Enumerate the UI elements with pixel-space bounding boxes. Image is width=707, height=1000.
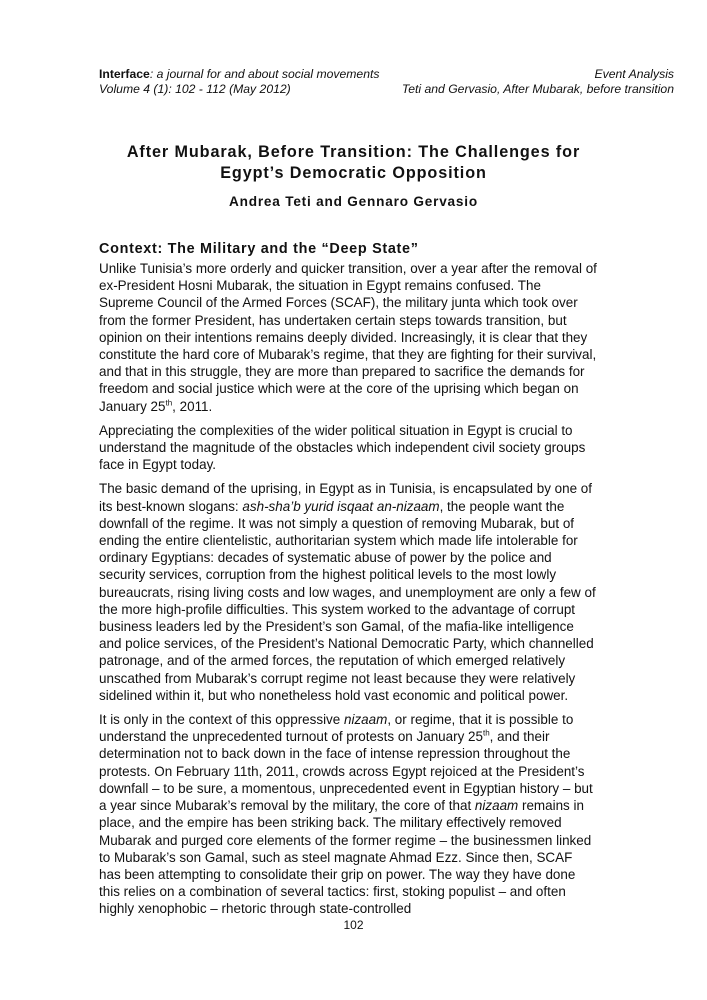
p4-text-a: It is only in the context of this oppressive (99, 712, 344, 728)
paragraph-1 (99, 260, 597, 415)
article-authors: Andrea Teti and Gennaro Gervasio (229, 194, 478, 209)
p4-superscript: th (483, 728, 490, 738)
p1-superscript: th (165, 398, 173, 408)
p1-text-end: , 2011. (172, 398, 213, 414)
p4-text-b: , or regime, that it is possible to understand the unprecedented turnout of protests on January 25 (99, 712, 574, 745)
page-number: 102 (343, 918, 364, 932)
paragraph-2: Appreciating the complexities of the wider political situation in Egypt is crucial to understand the magnitude of the obstacles which independent civil society groups face in Egypt today. (99, 422, 586, 473)
title-line-2: Egypt’s Democratic Opposition (220, 164, 487, 182)
section-label: Event Analysis (594, 67, 674, 81)
nizaam-italic-1: nizaam (344, 712, 388, 728)
paragraph-4 (99, 711, 597, 917)
running-header (99, 67, 674, 97)
p3-text-end: , the people want the downfall of the regime. It was not simply a question of removing Mubarak, but of ending the entire clientelistic, authoritarian system which made life intolerable for ordinary Egyptians: decades of systematic abuse of power by the police and security services, corruption from the highest political levels to the most lowly bureaucrats, rising living costs and low wages, and unemployment are only a few of the more high-profile difficulties. This system worked to the advantage of corrupt business leaders led by the President’s son Gamal, of the mafia-like intelligence and police services, of the President’s National Democratic Party, which channelled patronage, and of the armed forces, the reputation of which emerged relatively unscathed from Mubarak’s corrupt regime not least because they were relatively sidelined within it, but who nonetheless hold vast economic and political power. (99, 498, 596, 703)
volume-info: Volume 4 (1): 102 - 112 (May 2012) (99, 82, 291, 96)
journal-subtitle: : a journal for and about social movements (149, 67, 380, 81)
section-heading: Context: The Military and the “Deep State” (99, 241, 419, 257)
header-row-2 (99, 82, 674, 97)
journal-citation (99, 67, 379, 82)
paragraph-3 (99, 480, 597, 704)
p4-text-c: , and their determination not to back down in the face of intense repression throughout the protests. On February 11th, 2011, crowds across Egypt rejoiced at the President’s downfall – to be sure, a momentous, unprecedented event in Egyptian history – but a year since Mubarak’s removal by the military, the core of that (99, 729, 593, 814)
p3-text: The basic demand of the uprising, in Egypt as in Tunisia, is encapsulated by one of its best-known slogans: (99, 481, 593, 514)
title-line-1: After Mubarak, Before Transition: The Challenges for (126, 143, 581, 161)
header-row-1 (99, 67, 674, 82)
p4-text-d: remains in place, and the empire has been striking back. The military effectively removed Mubarak and purged core elements of the former regime – the businessmen linked to Mubarak’s son Gamal, such as steel magnate Ahmad Ezz. Since then, SCAF has been attempting to consolidate their grip on power. The way they have done this relies on a combination of several tactics: first, stoking populist – and often highly xenophobic – rhetoric through state-controlled (99, 798, 592, 917)
running-title: Teti and Gervasio, After Mubarak, before transition (401, 82, 674, 96)
slogan-italic: ash-sha’b yurid isqaat an-nizaam (242, 498, 440, 514)
nizaam-italic-2: nizaam (474, 798, 519, 814)
journal-name: Interface (99, 67, 150, 81)
p1-text: Unlike Tunisia’s more orderly and quicker transition, over a year after the removal of ex-President Hosni Mubarak, the situation in Egypt remains confused. The Supreme Council of the Armed Forces (SCAF), the military junta which took over from the former President, has undertaken certain steps towards transition, but opinion on their intentions remains deeply divided. Increasingly, it is clear that they constitute the hard core of Mubarak’s regime, that they are fighting for their survival, and that in this struggle, they are more than prepared to sacrifice the demands for freedom and social justice which were at the core of the uprising which began on January 25 (99, 261, 597, 414)
article-body (99, 241, 597, 925)
article-title (70, 142, 637, 184)
